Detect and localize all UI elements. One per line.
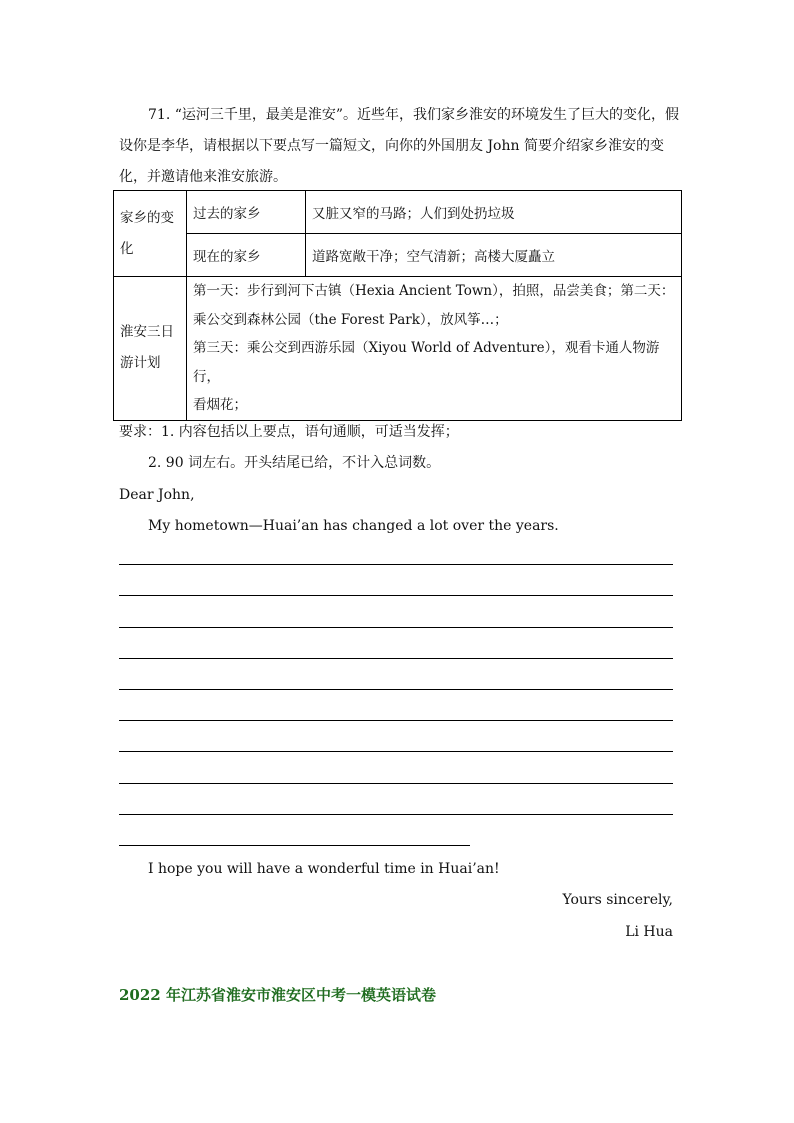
writing-line[interactable] (119, 845, 470, 846)
trip-plan-line: 第三天：乘公交到西游乐园（Xiyou World of Adventure），观看卡通人物游行， (193, 340, 660, 385)
letter-closing: I hope you will have a wonderful time in Huai’an! (148, 861, 500, 877)
letter-salutation: Dear John, (119, 487, 195, 503)
hometown-changes-label: 家乡的变化 (114, 191, 187, 277)
writing-line[interactable] (119, 720, 673, 721)
table-row (114, 234, 682, 277)
outline-table (113, 190, 682, 421)
letter-signature: Li Hua (625, 924, 673, 940)
writing-line[interactable] (119, 627, 673, 628)
requirement-2: 2. 90 词左右。开头结尾已给，不计入总词数。 (148, 455, 441, 471)
writing-line[interactable] (119, 689, 673, 690)
writing-line[interactable] (119, 751, 673, 752)
writing-line[interactable] (119, 595, 673, 596)
present-hometown-description: 道路宽敞干净；空气清新；高楼大厦矗立 (306, 234, 682, 277)
question-prompt: 71. “运河三千里，最美是淮安”。近些年，我们家乡淮安的环境发生了巨大的变化，假设你是李华，请根据以下要点写一篇短文，向你的外国朋友 John 简要介绍家乡淮安的变化，并邀请他来淮安旅游。 (119, 107, 680, 185)
trip-plan-line: 乘公交到森林公园（the Forest Park），放风筝…； (193, 311, 508, 328)
table-row (114, 191, 682, 234)
table-row (114, 277, 682, 421)
past-hometown-description: 又脏又窄的马路；人们到处扔垃圾 (306, 191, 682, 234)
past-hometown-label: 过去的家乡 (187, 191, 306, 234)
writing-line[interactable] (119, 814, 673, 815)
trip-plan-label: 淮安三日游计划 (114, 277, 187, 421)
trip-plan-line: 看烟花； (193, 397, 247, 413)
trip-plan-line: 第一天：步行到河下古镇（Hexia Ancient Town），拍照，品尝美食；第二天： (193, 283, 675, 299)
writing-line[interactable] (119, 783, 673, 784)
letter-signoff: Yours sincerely, (562, 892, 673, 908)
requirement-1: 要求：1. 内容包括以上要点，语句通顺，可适当发挥； (119, 424, 459, 440)
trip-plan-description (187, 277, 682, 421)
present-hometown-label: 现在的家乡 (187, 234, 306, 277)
writing-line[interactable] (119, 564, 673, 565)
writing-line[interactable] (119, 658, 673, 659)
exam-title: 2022 年江苏省淮安市淮安区中考一模英语试卷 (119, 986, 436, 1004)
letter-opening: My hometown—Huai’an has changed a lot over the years. (148, 518, 559, 534)
